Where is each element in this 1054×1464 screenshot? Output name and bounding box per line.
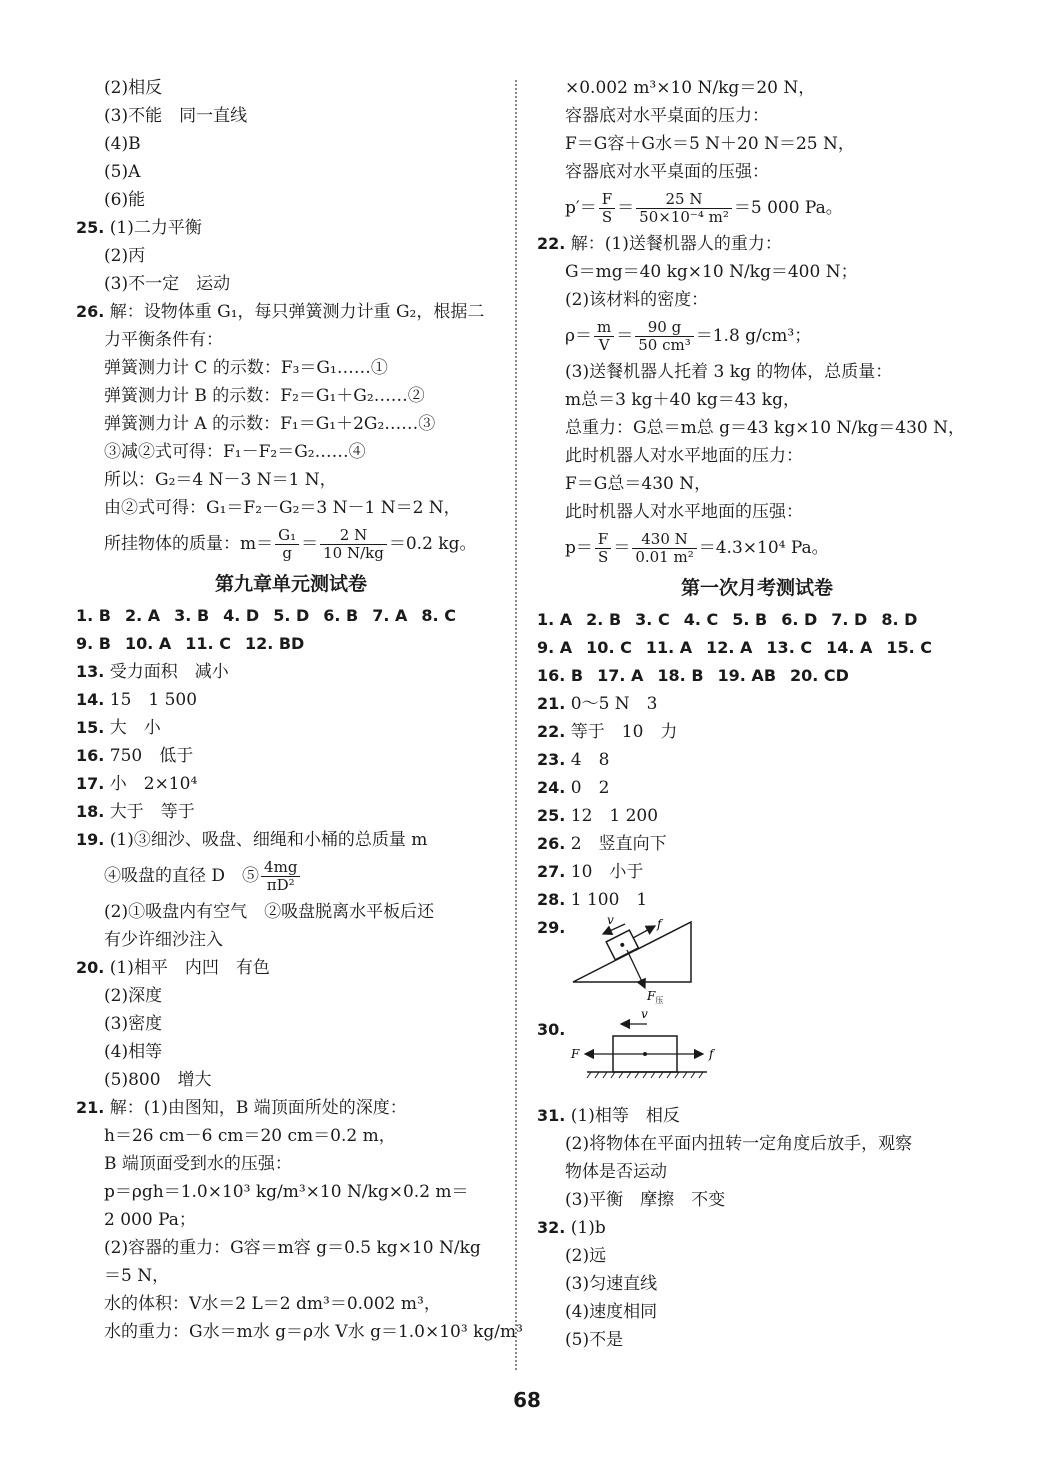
mc-answer: 7. A: [372, 606, 408, 625]
fraction: $\frac{4mg}{\text{πD²}}$: [261, 859, 300, 894]
question-26: 26. 解：设物体重 G₁，每只弹簧测力计重 G₂，根据二: [76, 302, 485, 322]
answer-line: (4)速度相同: [565, 1302, 658, 1322]
answer-line: (3)不能 同一直线: [104, 106, 248, 126]
mc-answer: 3. C: [635, 610, 670, 629]
question-25: 25. 12 1 200: [537, 806, 659, 826]
fraction: $\frac{2 N}{10 N/kg}$: [320, 527, 387, 562]
question-13: 13. 受力面积 减小: [76, 662, 229, 682]
question-30: 30. v F f: [537, 1016, 977, 1102]
mc-answer: 8. D: [881, 610, 918, 629]
question-20: 20. (1)相平 内凹 有色: [76, 958, 270, 978]
mc-answer: 11. A: [645, 638, 693, 657]
question-23: 23. 4 8: [537, 750, 610, 770]
answer-line: 由②式可得：G₁＝F₂－G₂＝3 N－1 N＝2 N，: [104, 498, 461, 518]
question-26: 26. 2 竖直向下: [537, 834, 667, 854]
answer-line: G＝mg＝40 kg×10 N/kg＝400 N；: [565, 262, 858, 282]
mc-answer: 1. B: [76, 606, 111, 625]
question-15: 15. 大 小: [76, 718, 161, 738]
mc-answer: 17. A: [597, 666, 644, 685]
answer-line: (3)平衡 摩擦 不变: [565, 1190, 726, 1210]
formula-line: ④吸盘的直径 D ⑤ $\frac{4mg}{\text{πD²}}$: [76, 854, 506, 898]
answer-line: (3)送餐机器人托着 3 kg 的物体，总质量：: [565, 362, 893, 382]
mc-answer: 2. A: [124, 606, 161, 625]
pull-force-label: F: [571, 1047, 580, 1061]
mc-answer: 9. B: [76, 634, 111, 653]
answer-line: 水的体积：V水＝2 L＝2 dm³＝0.002 m³，: [104, 1294, 441, 1314]
velocity-label: v: [607, 914, 614, 927]
mc-answer: 14. A: [826, 638, 873, 657]
question-21: 21. 解：(1)由图知，B 端顶面所处的深度：: [76, 1098, 407, 1118]
mc-answers-row: [537, 634, 977, 662]
answer-line: 弹簧测力计 A 的示数：F₁＝G₁＋2G₂……③: [104, 414, 436, 434]
mc-answer: 5. D: [273, 606, 310, 625]
question-32: 32. (1)b: [537, 1218, 606, 1238]
question-16: 16. 750 低于: [76, 746, 194, 766]
mc-answer: 10. A: [124, 634, 172, 653]
answer-line: (5)不是: [565, 1330, 624, 1350]
fraction: $\frac{m}{V}$: [594, 319, 614, 354]
answer-line: 此时机器人对水平地面的压力：: [565, 446, 803, 466]
answer-line: 水的重力：G水＝m水 g＝ρ水 V水 g＝1.0×10³ kg/m³: [104, 1322, 523, 1342]
page-number: 68: [513, 1388, 541, 1412]
answer-line: 物体是否运动: [565, 1162, 667, 1182]
mc-answers-row: [76, 602, 506, 630]
answer-line: 容器底对水平桌面的压力：: [565, 106, 769, 126]
question-27: 27. 10 小于: [537, 862, 644, 882]
section-title: 第九章单元测试卷: [214, 573, 367, 595]
mc-answer: 15. C: [886, 638, 933, 657]
right-column: [537, 74, 977, 1354]
answer-line: 弹簧测力计 C 的示数：F₃＝G₁……①: [104, 358, 388, 378]
formula-line: p＝ $\frac{F}{S}$ ＝ $\frac{430 N}{\text{0.01 m²}}$ ＝4.3×10⁴ Pa。: [565, 530, 829, 566]
question-21: 21. 0～5 N 3: [537, 694, 658, 714]
answer-line: 此时机器人对水平地面的压强：: [565, 502, 803, 522]
mc-answer: 4. C: [683, 610, 719, 629]
answer-line: (2)丙: [104, 246, 146, 266]
fraction: $\frac{\text{G₁}}{g}$: [275, 527, 299, 562]
friction-label: f: [709, 1047, 714, 1061]
column-divider: [515, 80, 517, 1370]
answer-line: ×0.002 m³×10 N/kg＝20 N，: [565, 78, 816, 98]
mc-answer: 12. A: [706, 638, 753, 657]
answer-line: 2 000 Pa；: [104, 1210, 196, 1230]
formula-line: p′＝ $\frac{F}{S}$ ＝ $\frac{25 N}{\text{50×10⁻⁴ m²}}$ ＝5 000 Pa。: [565, 190, 843, 226]
answer-line: (2)该材料的密度：: [565, 290, 709, 310]
mc-answer: 6. D: [781, 610, 818, 629]
answer-line: F＝G容＋G水＝5 N＋20 N＝25 N，: [565, 134, 855, 154]
mc-answer: 8. C: [421, 606, 456, 625]
mc-answer: 3. B: [174, 606, 210, 625]
answer-line: 力平衡条件有：: [104, 330, 223, 350]
mc-answer: 10. C: [586, 638, 632, 657]
mc-answer: 16. B: [537, 666, 584, 685]
mc-answer: 1. A: [537, 610, 573, 629]
answer-line: h＝26 cm－6 cm＝20 cm＝0.2 m，: [104, 1126, 396, 1146]
mc-answer: 19. AB: [717, 666, 777, 685]
friction-force-diagram: [567, 1006, 727, 1096]
mc-answer: 20. CD: [790, 666, 849, 685]
fraction: $\frac{430 N}{\text{0.01 m²}}$: [632, 531, 696, 566]
answer-line: (3)匀速直线: [565, 1274, 658, 1294]
answer-line: ③减②式可得：F₁－F₂＝G₂……④: [104, 442, 366, 462]
question-29: 29. v f $F_压$: [537, 914, 977, 1016]
mc-answers-row: [537, 662, 977, 690]
fraction: $\frac{F}{S}$: [599, 191, 615, 226]
friction-arrow: [633, 926, 655, 938]
ground-hatching: [587, 1072, 703, 1078]
answer-line: 有少许细沙注入: [104, 930, 223, 950]
answer-line: (2)将物体在平面内扭转一定角度后放手，观察: [565, 1134, 913, 1154]
question-22: 22. 等于 10 力: [537, 722, 678, 742]
question-25: 25. (1)二力平衡: [76, 218, 202, 238]
answer-line: 容器底对水平桌面的压强：: [565, 162, 769, 182]
question-18: 18. 大于 等于: [76, 802, 195, 822]
question-19: 19. (1)③细沙、吸盘、细绳和小桶的总质量 m: [76, 830, 428, 850]
mc-answers-row: [537, 606, 977, 634]
formula-line: 所挂物体的质量：m＝ $\frac{\text{G₁}}{g}$ ＝ $\frac{2 N}{10 N/kg}$ ＝0.2 kg。: [104, 526, 477, 562]
answer-line: (6)能: [104, 190, 146, 210]
mc-answer: 6. B: [323, 606, 359, 625]
answer-line: 总重力：G总＝m总 g＝43 kg×10 N/kg＝430 N，: [565, 418, 965, 438]
section-title: 第一次月考测试卷: [680, 577, 833, 599]
answer-line: 弹簧测力计 B 的示数：F₂＝G₁＋G₂……②: [104, 386, 425, 406]
answer-line: (2)①吸盘内有空气 ②吸盘脱离水平板后还: [104, 902, 435, 922]
answer-line: (2)相反: [104, 78, 163, 98]
formula-line: ρ＝ $\frac{m}{V}$ ＝ $\frac{90 g}{\text{50 cm³}}$ ＝1.8 g/cm³；: [565, 318, 812, 354]
answer-line: (2)容器的重力：G容＝m容 g＝0.5 kg×10 N/kg: [104, 1238, 481, 1258]
mc-answer: 13. C: [766, 638, 813, 657]
answer-line: B 端顶面受到水的压强：: [104, 1154, 292, 1174]
fraction: $\frac{90 g}{\text{50 cm³}}$: [635, 319, 694, 354]
answer-line: m总＝3 kg＋40 kg＝43 kg，: [565, 390, 800, 410]
velocity-label: v: [641, 1007, 648, 1021]
answer-line: (2)深度: [104, 986, 163, 1006]
mc-answer: 7. D: [831, 610, 868, 629]
question-14: 14. 15 1 500: [76, 690, 198, 710]
mc-answers-row: [76, 630, 506, 658]
mc-answer: 11. C: [185, 634, 231, 653]
pressure-label: $F_压$: [647, 989, 664, 1005]
question-28: 28. 1 100 1: [537, 890, 648, 910]
friction-label: f: [657, 917, 662, 931]
answer-line: (2)远: [565, 1246, 607, 1266]
answer-line: p＝ρgh＝1.0×10³ kg/m³×10 N/kg×0.2 m＝: [104, 1182, 469, 1202]
question-22: 22. 解：(1)送餐机器人的重力：: [537, 234, 782, 254]
answer-line: (5)A: [104, 162, 141, 182]
mc-answer: 5. B: [732, 610, 768, 629]
left-column: [76, 74, 523, 1346]
answer-line: (4)B: [104, 134, 141, 154]
answer-line: (5)800 增大: [104, 1070, 212, 1090]
fraction: $\frac{25 N}{\text{50×10⁻⁴ m²}}$: [636, 191, 732, 226]
answer-line: F＝G总＝430 N，: [565, 474, 712, 494]
mc-answer: 4. D: [223, 606, 260, 625]
answer-line: 所以：G₂＝4 N－3 N＝1 N，: [104, 470, 337, 490]
question-31: 31. (1)相等 相反: [537, 1106, 680, 1126]
answer-line: (3)密度: [104, 1014, 163, 1034]
question-17: 17. 小 2×10⁴: [76, 774, 198, 794]
mc-answer: 12. BD: [244, 634, 305, 653]
mc-answer: 9. A: [537, 638, 573, 657]
answer-line: (4)相等: [104, 1042, 163, 1062]
answer-line: (3)不一定 运动: [104, 274, 231, 294]
mc-answer: 2. B: [586, 610, 622, 629]
incline-force-diagram: [567, 914, 727, 1014]
mc-answer: 18. B: [657, 666, 704, 685]
question-24: 24. 0 2: [537, 778, 610, 798]
fraction: $\frac{F}{S}$: [595, 531, 611, 566]
answer-line: ＝5 N，: [104, 1266, 170, 1286]
